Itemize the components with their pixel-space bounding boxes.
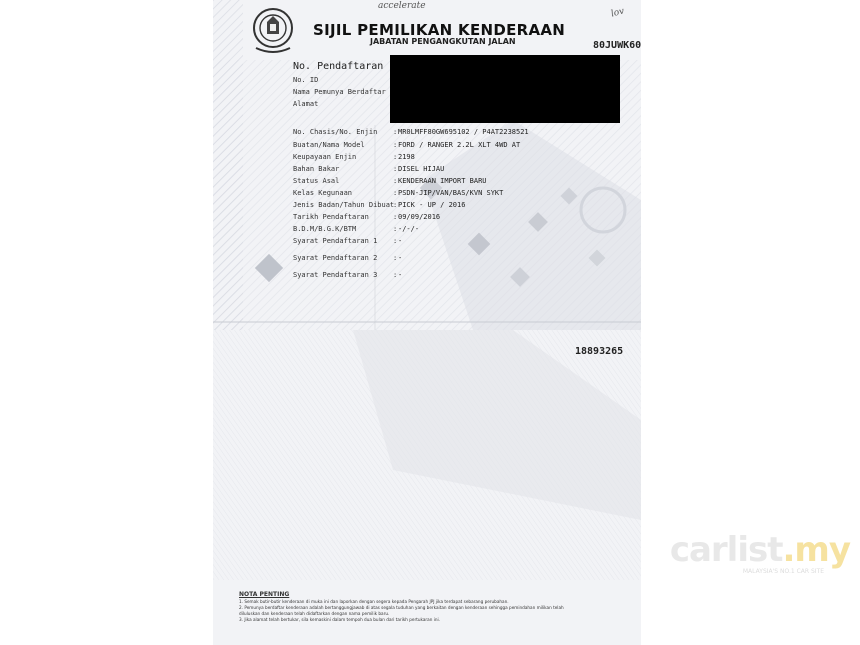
field-label-address: Alamat — [293, 100, 319, 108]
handwritten-note: accelerate — [378, 1, 426, 11]
field-value-weight: -/-/- — [398, 225, 420, 233]
field-label-body-year: Jenis Badan/Tahun Dibuat — [293, 201, 395, 209]
field-value-chassis-engine: MR0LMFF80GW695102 / P4AT2238521 — [398, 128, 529, 136]
note-item: diluluskan dan kenderaan telah didaftarkan dengan nama pemilik baru. — [239, 611, 390, 616]
field-value-body-year: PICK - UP / 2016 — [398, 201, 466, 209]
field-label-fuel: Bahan Bakar — [293, 165, 340, 173]
issuing-agency: JABATAN PENGANGKUTAN JALAN — [370, 37, 516, 46]
document-title: SIJIL PEMILIKAN KENDERAAN — [313, 21, 566, 39]
field-label-registration-date: Tarikh Pendaftaran — [293, 213, 369, 221]
ownership-certificate: accelerate lov SIJIL PEMILIKAN KENDERAAN JABATAN PENGANGKUTAN JALAN 80JUWK60 No. Pendaftaran No. ID Nama Pemunya Berdaftar Alamat No. Chasis/No. Enjin : MR0LMFF80GW695102 / P4AT2238521 Buatan/Nama Model : FORD / RANGER 2.2L XLT 4WD AT Keupayaan Enjin : 2198 Bahan Bakar : DISEL HIJAU Status Asal : KENDERAAN IMPORT BARU Kelas Kegunaan : PSDN-JIP/VAN/BAS/KVN SYKT Jenis Badan/Tahun Dibuat : PICK - UP / 2016 Tarikh Pendaftaran : 09/09/2016 B.D.M/B.G.K/BTM : -/-/- Syarat Pendaftaran 1 : - Syarat Pendaftaran 2 : - Syarat Pendaftaran 3 : - 18893265 NOTA PENTING 1. Semak butir-butir kenderaan di muka ini dan laporkan dengan segera kepada Pengarah JPJ jika terdapat sebarang perubahan. 2. Pemunya berdaftar kenderaan adalah bertanggungjawab di atas segala tuduhan yang berkaitan dengan kenderaan sehingga pemindahan milikan telah diluluskan dan kenderaan telah didaftarkan dengan nama pemilik baru. 3. Jika alamat telah bertukar, sila kemaskini dalam tempoh dua bulan dari tarikh pertukaran ini. — [213, 0, 641, 645]
field-label-usage-class: Kelas Kegunaan — [293, 189, 353, 197]
field-label-chassis-engine: No. Chasis/No. Enjin — [293, 128, 378, 136]
field-label-owner-name: Nama Pemunya Berdaftar — [293, 88, 386, 96]
field-value-make-model: FORD / RANGER 2.2L XLT 4WD AT — [398, 141, 521, 149]
carlist-watermark — [670, 530, 850, 570]
notes-title: NOTA PENTING — [239, 591, 290, 598]
registration-code: 80JUWK60 — [593, 40, 641, 51]
important-notes — [239, 591, 629, 623]
field-value-engine-capacity: 2198 — [398, 153, 415, 161]
watermark-brand: carlist — [669, 530, 783, 570]
serial-number: 18893265 — [575, 346, 624, 357]
note-item: 1. Semak butir-butir kenderaan di muka ini dan laporkan dengan segera kepada Pengarah JPJ jika terdapat sebarang perubahan. — [239, 599, 509, 604]
watermark-domain: .my — [782, 530, 850, 570]
redacted-personal-info — [390, 55, 620, 123]
watermark-tagline: MALAYSIA'S NO.1 CAR SITE — [742, 568, 824, 575]
field-label-engine-capacity: Keupayaan Enjin — [293, 153, 357, 161]
handwritten-mark: lov — [609, 6, 626, 20]
field-label-weight: B.D.M/B.G.K/BTM — [293, 225, 357, 233]
field-label-origin-status: Status Asal — [293, 177, 340, 185]
field-value-registration-date: 09/09/2016 — [398, 213, 441, 221]
field-value-origin-status: KENDERAAN IMPORT BARU — [398, 177, 487, 185]
field-value-fuel: DISEL HIJAU — [398, 165, 445, 173]
field-value-condition-2: - — [398, 254, 403, 262]
field-label-make-model: Buatan/Nama Model — [293, 141, 365, 149]
note-item: 3. Jika alamat telah bertukar, sila kemaskini dalam tempoh dua bulan dari tarikh pertukaran ini. — [239, 617, 440, 622]
field-value-condition-1: - — [398, 237, 403, 245]
note-item: 2. Pemunya berdaftar kenderaan adalah bertanggungjawab di atas segala tuduhan yang berkaitan dengan kenderaan sehingga pemindahan milikan telah — [239, 605, 564, 610]
field-label-id-no: No. ID — [293, 76, 319, 84]
field-label-condition-2: Syarat Pendaftaran 2 — [293, 254, 378, 262]
field-label-condition-1: Syarat Pendaftaran 1 — [293, 237, 378, 245]
field-value-condition-3: - — [398, 271, 403, 279]
field-value-usage-class: PSDN-JIP/VAN/BAS/KVN SYKT — [398, 189, 504, 197]
field-label-registration-no: No. Pendaftaran — [293, 61, 384, 72]
jpj-crest-icon — [251, 4, 295, 56]
field-label-condition-3: Syarat Pendaftaran 3 — [293, 271, 378, 279]
